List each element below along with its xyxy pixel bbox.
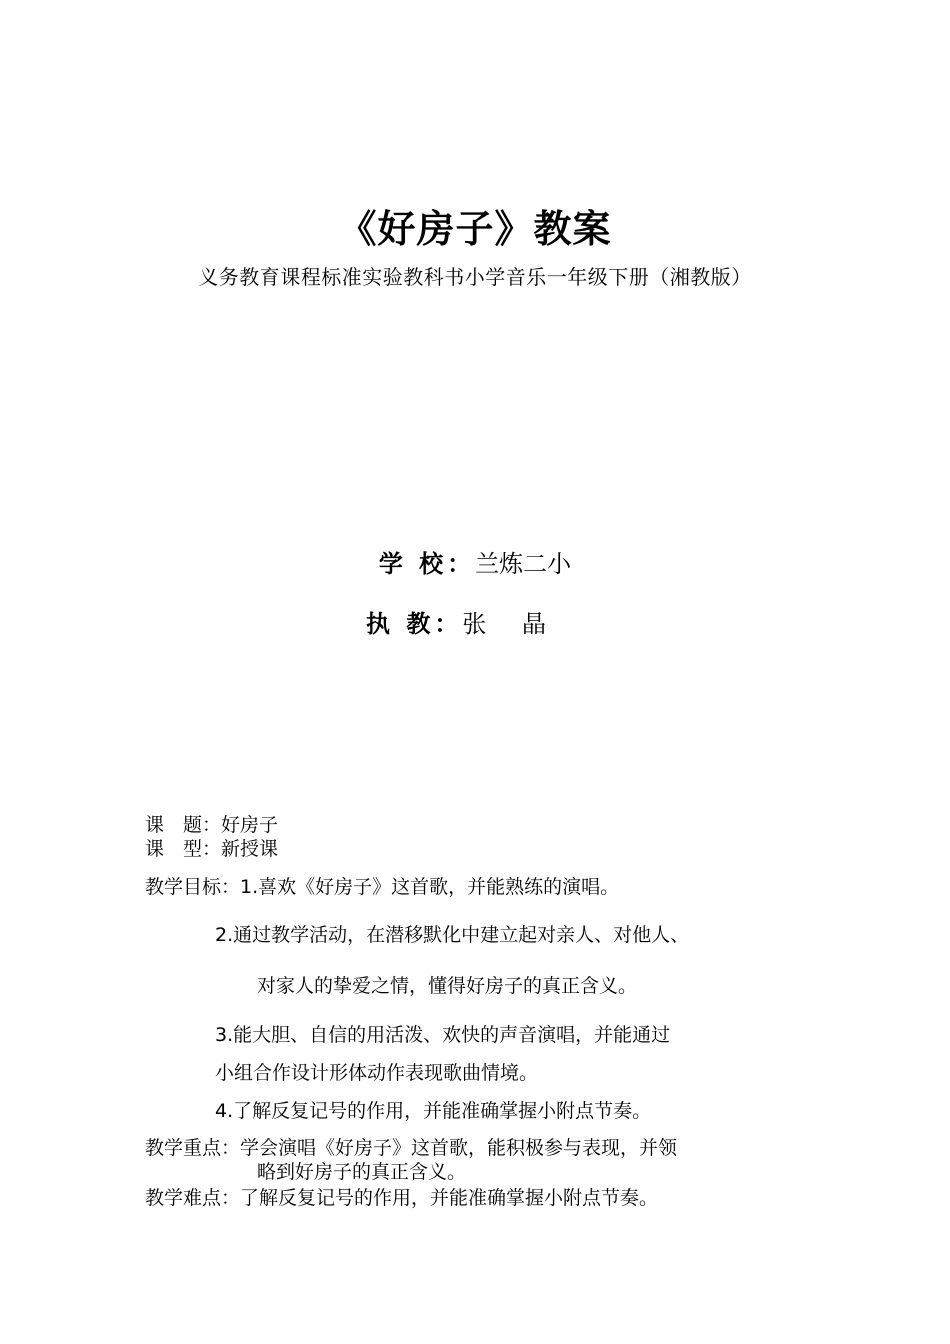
lesson-topic-line [145,810,278,837]
teacher-value: 张 晶 [462,610,560,638]
key-points-line [145,1133,677,1160]
lesson-topic-label: 课 题： [145,814,222,836]
difficulties-label: 教学难点： [145,1187,241,1209]
teacher-label: 执 教： [366,609,463,638]
teacher-line [0,604,938,639]
difficulties-text: 了解反复记号的作用，并能准确掌握小附点节奏。 [240,1187,659,1209]
school-label: 学 校： [378,549,476,578]
difficulties-line [145,1183,658,1210]
lesson-topic-value: 好房子 [221,814,279,836]
key-points-continuation: 略到好房子的真正含义。 [257,1161,467,1183]
school-line [0,544,950,579]
objective-number: 3. [215,1024,234,1046]
key-points-label: 教学重点： [145,1137,241,1159]
key-points-text: 学会演唱《好房子》这首歌，能积极参与表现，并领 [240,1137,678,1159]
objective-number: 1. [240,876,259,898]
lesson-type-value: 新授课 [221,838,279,860]
objective-item-3 [215,1020,670,1047]
objective-item-4 [215,1096,651,1123]
objective-item-1 [145,872,619,899]
objective-text: 通过教学活动，在潜移默化中建立起对亲人、对他人、 [233,924,690,946]
objectives-label: 教学目标： [145,876,241,898]
objective-text: 能大胆、自信的用活泼、欢快的声音演唱，并能通过 [233,1024,671,1046]
objective-text: 了解反复记号的作用，并能准确掌握小附点节奏。 [233,1100,652,1122]
lesson-type-label: 课 型： [145,838,222,860]
page-subtitle: 义务教育课程标准实验教科书小学音乐一年级下册（湘教版） [198,265,752,289]
page-title: 《好房子》教案 [338,206,612,251]
objective-number: 2. [215,924,234,946]
objective-text: 喜欢《好房子》这首歌，并能熟练的演唱。 [258,876,620,898]
objective-item-2 [215,920,689,947]
lesson-type-line [145,834,278,861]
objective-number: 4. [215,1100,234,1122]
objective-item-2-continuation: 对家人的挚爱之情，懂得好房子的真正含义。 [257,975,638,997]
objective-item-3-continuation: 小组合作设计形体动作表现歌曲情境。 [215,1062,539,1084]
school-value: 兰炼二小 [475,550,572,578]
